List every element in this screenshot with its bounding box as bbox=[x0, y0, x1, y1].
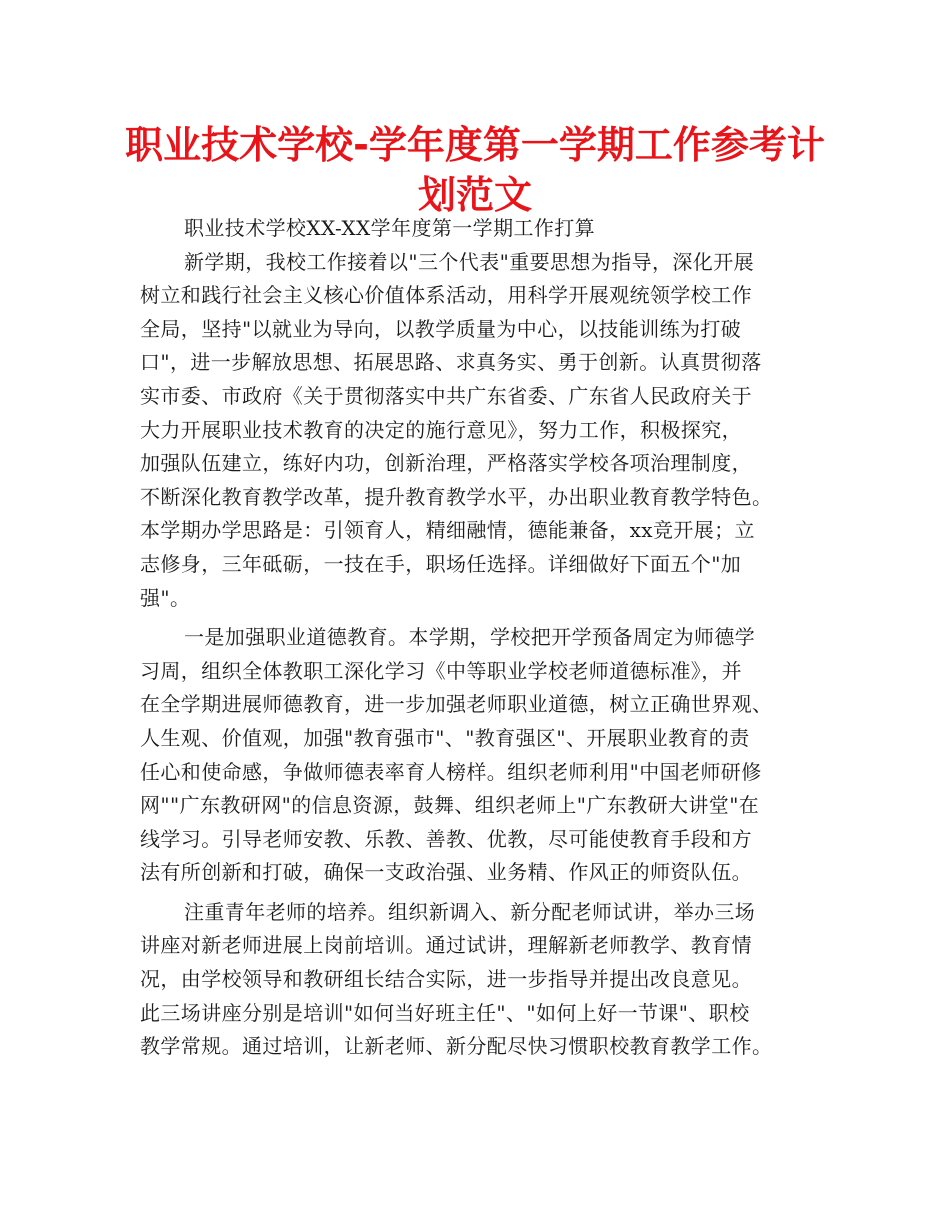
paragraph-line: 讲座对新老师进展上岗前培训。通过试讲，理解新老师教学、教育情 bbox=[140, 933, 752, 958]
paragraph-line: 实市委、市政府《关于贯彻落实中共广东省委、广东省人民政府关于 bbox=[140, 383, 752, 408]
paragraph-line: 全局，坚持"以就业为导向，以教学质量为中心，以技能训练为打破 bbox=[140, 316, 742, 341]
paragraph-ethics bbox=[140, 621, 830, 890]
paragraph-intro bbox=[140, 246, 830, 616]
paragraph-line: 在全学期进展师德教育，进一步加强老师职业道德，树立正确世界观、 bbox=[140, 692, 773, 717]
paragraph-line: 加强队伍建立，练好内功，创新治理，严格落实学校各项治理制度， bbox=[140, 451, 752, 476]
paragraph-line: 大力开展职业技术教育的决定的施行意见》，努力工作，积极探究， bbox=[140, 417, 742, 442]
paragraph-line: 强"。 bbox=[140, 585, 191, 610]
paragraph-line: 教学常规。通过培训，让新老师、新分配尽快习惯职校教育教学工作。 bbox=[140, 1034, 773, 1059]
subtitle-line: 职业技术学校XX-XX学年度第一学期工作打算 bbox=[184, 216, 596, 240]
paragraph-line: 人生观、价值观，加强"教育强市"、"教育强区"、开展职业教育的责 bbox=[140, 725, 750, 750]
paragraph-line: 任心和使命感，争做师德表率育人榜样。组织老师利用"中国老师研修 bbox=[140, 759, 762, 784]
paragraph-line: 本学期办学思路是：引领育人，精细融情，德能兼备，xx竞开展；立 bbox=[140, 518, 755, 543]
paragraph-line: 志修身，三年砥砺，一技在手，职场任选择。详细做好下面五个"加 bbox=[140, 551, 742, 576]
paragraph-line: 口"，进一步解放思想、拓展思路、求真务实、勇于创新。认真贯彻落 bbox=[140, 350, 762, 375]
document-body bbox=[140, 212, 830, 1064]
paragraph-line: 一是加强职业道德教育。本学期，学校把开学预备周定为师德学 bbox=[184, 625, 756, 650]
paragraph-young-teachers bbox=[140, 896, 830, 1064]
paragraph-line: 树立和践行社会主义核心价值体系活动，用科学开展观统领学校工作 bbox=[140, 283, 752, 308]
paragraph-line: 新学期，我校工作接着以"三个代表"重要思想为指导，深化开展 bbox=[184, 249, 754, 274]
paragraph-line: 法有所创新和打破，确保一支政治强、业务精、作风正的师资队伍。 bbox=[140, 860, 752, 885]
paragraph-line: 注重青年老师的培养。组织新调入、新分配老师试讲，举办三场 bbox=[184, 899, 756, 924]
paragraph-line: 习周，组织全体教职工深化学习《中等职业学校老师道德标准》，并 bbox=[140, 658, 742, 683]
paragraph-line: 线学习。引导老师安教、乐教、善教、优教，尽可能使教育手段和方 bbox=[140, 826, 752, 851]
paragraph-line: 网""广东教研网"的信息资源，鼓舞、组织老师上"广东教研大讲堂"在 bbox=[140, 793, 760, 818]
paragraph-line: 况，由学校领导和教研组长结合实际，进一步指导并提出改良意见。 bbox=[140, 967, 752, 992]
paragraph-line: 不断深化教育教学改革，提升教育教学水平，办出职业教育教学特色。 bbox=[140, 484, 773, 509]
paragraph-line: 此三场讲座分别是培训"如何当好班主任"、"如何上好一节课"、职校 bbox=[140, 1000, 750, 1025]
document-title-line-2: 划范文 bbox=[417, 173, 532, 217]
document-title-line-1: 职业技术学校-学年度第一学期工作参考计 bbox=[125, 123, 825, 167]
paragraph-subtitle bbox=[140, 212, 830, 246]
